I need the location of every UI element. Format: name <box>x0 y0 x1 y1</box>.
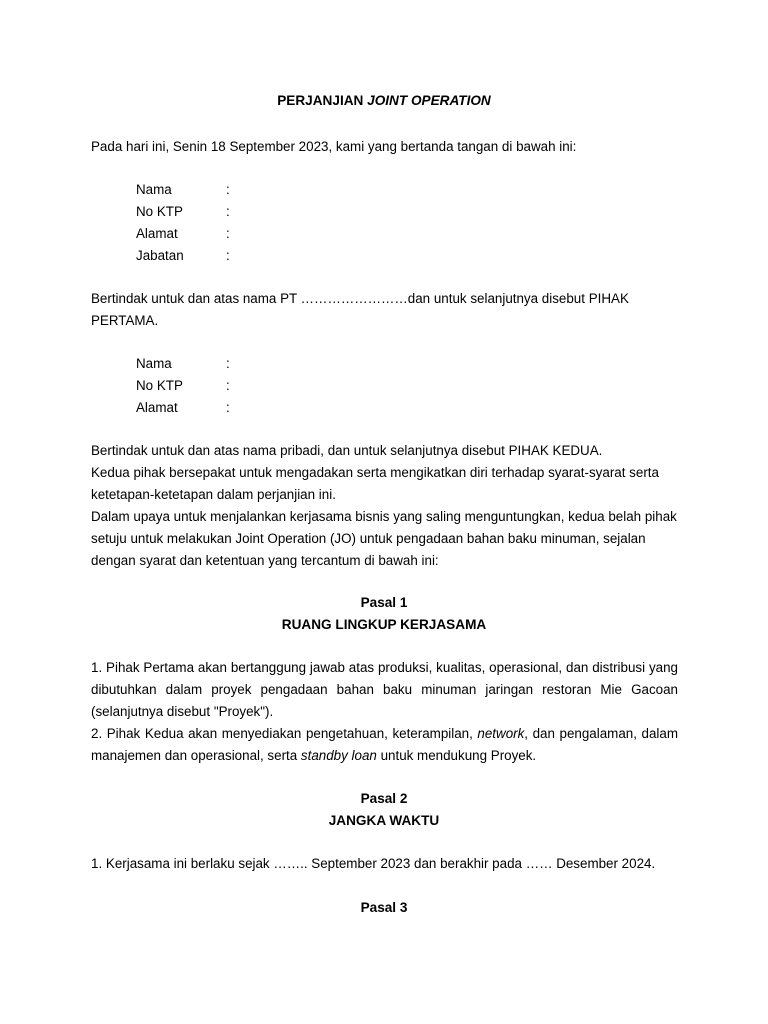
party1-field-jabatan <box>136 245 230 267</box>
field-label: Nama <box>136 182 172 197</box>
field-label: No KTP <box>136 378 183 393</box>
purpose-paragraph: Dalam upaya untuk menjalankan kerjasama bisnis yang saling menguntungkan, kedua belah pihak setuju untuk melakukan Joint Operation (JO) untuk pengadaan bahan baku minuman, sejalan dengan syarat dan ketentuan yang tercantum di bawah ini: <box>91 509 677 568</box>
pasal2-number: Pasal 2 <box>360 791 408 806</box>
field-colon: : <box>226 400 230 415</box>
field-colon: : <box>226 226 230 241</box>
field-colon: : <box>226 182 230 197</box>
field-colon: : <box>226 356 230 371</box>
field-label: Nama <box>136 356 172 371</box>
item2-standby-loan: standby loan <box>300 748 377 763</box>
field-colon: : <box>226 204 230 219</box>
item2-text-c: , dan pengalaman, dalam manajemen dan operasional, serta <box>91 726 678 763</box>
pasal2-item1: 1. Kerjasama ini berlaku sejak …….. September 2023 dan berakhir pada …… Desember 2024. <box>91 856 656 871</box>
title-italic: JOINT OPERATION <box>367 93 491 108</box>
field-label: No KTP <box>136 204 183 219</box>
party1-statement <box>91 288 678 332</box>
field-label: Alamat <box>136 226 178 241</box>
item2-text-e: untuk mendukung Proyek. <box>376 748 537 763</box>
pasal1-number: Pasal 1 <box>360 595 408 610</box>
party1-statement-line2: PERTAMA. <box>91 313 159 328</box>
party2-field-alamat <box>136 397 230 419</box>
pasal1-item1: 1. Pihak Pertama akan bertanggung jawab atas produksi, kualitas, operasional, dan distribusi yang dibutuhkan dalam proyek pengadaan bahan baku minuman jaringan restoran Mie Gacoan (selanjutnya disebut "Proyek"). <box>91 660 678 719</box>
field-label: Alamat <box>136 400 178 415</box>
party2-statement: Bertindak untuk dan atas nama pribadi, dan untuk selanjutnya disebut PIHAK KEDUA. <box>91 443 603 458</box>
document-title <box>0 93 768 108</box>
party1-field-ktp <box>136 201 230 223</box>
field-colon: : <box>226 378 230 393</box>
field-colon: : <box>226 248 230 263</box>
party1-field-alamat <box>136 223 230 245</box>
agreement-paragraph: Kedua pihak bersepakat untuk mengadakan serta mengikatkan diri terhadap syarat-syarat serta ketetapan-ketetapan dalam perjanjian ini. <box>91 465 659 502</box>
pasal3-number: Pasal 3 <box>360 900 408 915</box>
title-prefix: PERJANJIAN <box>277 93 368 108</box>
pasal1-item2 <box>91 723 678 767</box>
item2-text-a: 2. Pihak Kedua akan menyediakan pengetahuan, keterampilan, <box>91 726 478 741</box>
opening-paragraph: Pada hari ini, Senin 18 September 2023, kami yang bertanda tangan di bawah ini: <box>91 139 577 154</box>
field-label: Jabatan <box>136 248 184 263</box>
party1-field-nama <box>136 179 230 201</box>
pasal2-heading: JANGKA WAKTU <box>328 813 440 828</box>
party2-field-nama <box>136 353 230 375</box>
pasal1-heading: RUANG LINGKUP KERJASAMA <box>281 617 487 632</box>
party2-field-ktp <box>136 375 230 397</box>
party1-statement-line1: Bertindak untuk dan atas nama PT ……………………dan untuk selanjutnya disebut PIHAK <box>91 291 629 306</box>
item2-network: network <box>477 726 525 741</box>
